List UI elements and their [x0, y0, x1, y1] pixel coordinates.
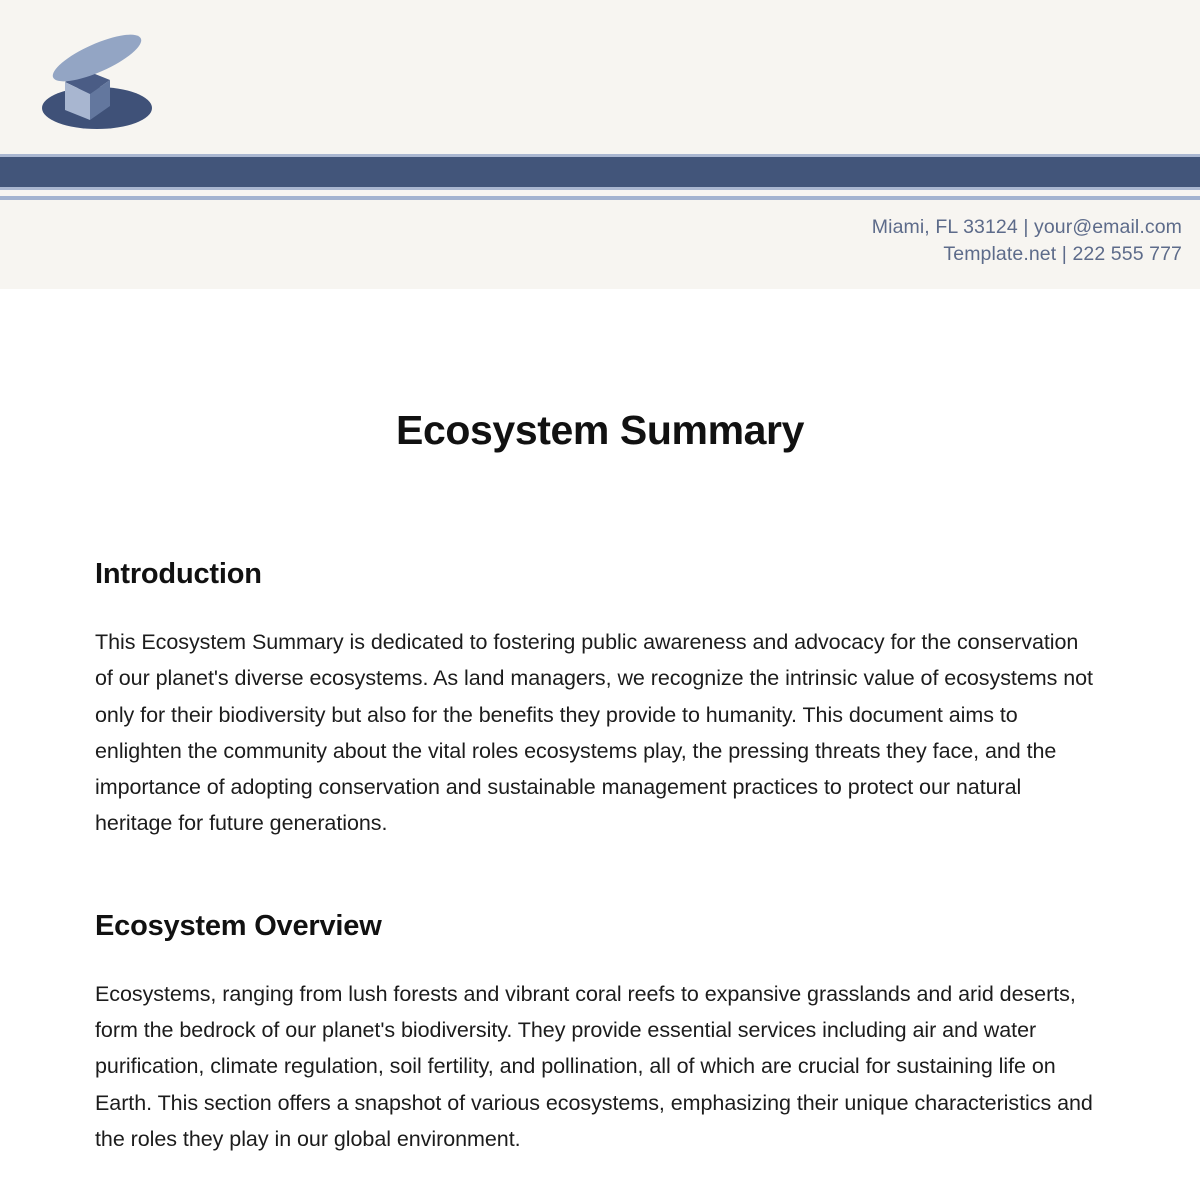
- section-heading-introduction: Introduction: [95, 558, 262, 590]
- header-accent-line: [0, 196, 1200, 200]
- page-title: Ecosystem Summary: [396, 407, 804, 453]
- section-introduction: [95, 558, 1095, 842]
- contact-website-phone: Template.net | 222 555 777: [943, 243, 1182, 265]
- header-divider-bar: [0, 157, 1200, 187]
- company-logo: [32, 22, 162, 140]
- section-text-introduction: This Ecosystem Summary is dedicated to fostering public awareness and advocacy for the conservation of our planet's diverse ecosystems. As land managers, we recognize the intrinsic value of ecosystems not only for their biodiversity but also for the benefits they provide to humanity. This document aims to enlighten the community about the vital roles ecosystems play, the pressing threats they face, and the importance of adopting conservation and sustainable management practices to protect our natural heritage for future generations.: [95, 630, 1093, 836]
- section-text-ecosystem-overview: Ecosystems, ranging from lush forests and vibrant coral reefs to expansive grasslands and arid deserts, form the bedrock of our planet's biodiversity. They provide essential services including air and water purification, climate regulation, soil fertility, and pollination, all of which are crucial for sustaining life on Earth. This section offers a snapshot of various ecosystems, emphasizing their unique characteristics and the roles they play in our global environment.: [95, 981, 1093, 1151]
- document-header: [0, 0, 1200, 289]
- contact-info: [872, 214, 1182, 268]
- section-ecosystem-overview: [95, 910, 1095, 1157]
- section-heading-ecosystem-overview: Ecosystem Overview: [95, 909, 382, 942]
- document-body: [0, 289, 1200, 1157]
- header-divider-bottom-edge: [0, 187, 1200, 190]
- contact-address-email: Miami, FL 33124 | your@email.com: [871, 216, 1182, 238]
